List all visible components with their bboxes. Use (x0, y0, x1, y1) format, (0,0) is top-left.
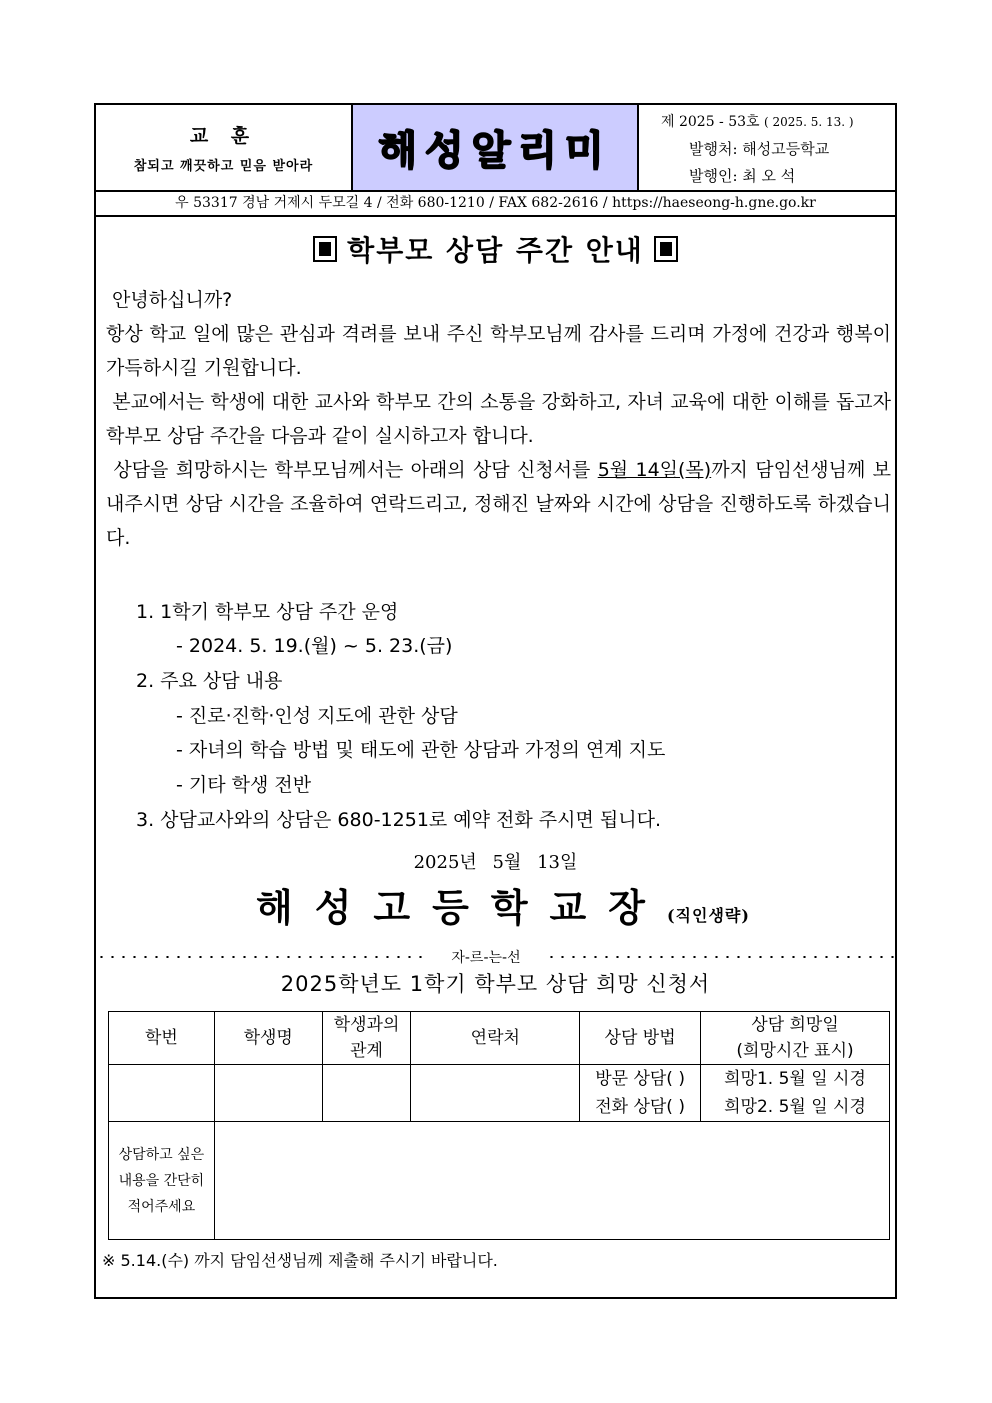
list-subitem: - 기타 학생 전반 (176, 774, 312, 796)
table-row (109, 1122, 890, 1240)
preferred-date-cell (701, 1065, 890, 1122)
list-subitem: - 진로·진학·인성 지도에 관한 상담 (176, 705, 458, 727)
greeting: 안녕하십니까? (112, 289, 233, 311)
table-header-row (109, 1012, 890, 1065)
newsletter-page (94, 103, 897, 1299)
list-subitem: - 자녀의 학습 방법 및 태도에 관한 상담과 가정의 연계 지도 (176, 739, 666, 761)
contact-field[interactable] (411, 1065, 580, 1122)
principal-signature: 해성고등학교장(직인생략) (256, 885, 750, 930)
address-bar: 우 53317 경남 거제시 두모길 4 / 전화 680-1210 / FAX 682-2616 / https://haeseong-h.gne.go.kr (96, 192, 895, 217)
relationship-field[interactable] (322, 1065, 411, 1122)
cut-line-label: 자-르-는-선 (426, 947, 546, 967)
consult-topic-label: 상담하고 싶은 내용을 간단히 적어주세요 (109, 1122, 215, 1240)
list-item-1: 1. 1학기 학부모 상담 주간 운영 (136, 601, 399, 623)
visit-consult-option[interactable]: 방문 상담( ) (595, 1069, 685, 1089)
square-bullet-icon (313, 236, 337, 262)
issue-date: ( 2025. 5. 13. ) (764, 115, 854, 129)
newsletter-title: 해성알리미 (378, 127, 612, 174)
paragraph-2: 본교에서는 학생에 대한 교사와 학부모 간의 소통을 강화하고, 자녀 교육에 대한 이해를 돕고자 학부모 상담 주간을 다음과 같이 실시하고자 합니다. (106, 391, 892, 447)
header-relationship: 학생과의 관계 (322, 1012, 411, 1065)
issue-info (639, 105, 895, 190)
list-item-3: 3. 상담교사와의 상담은 680-1251로 예약 전화 주시면 됩니다. (136, 809, 661, 831)
issue-number: 제 2025 - 53호 ( 2025. 5. 13. ) (661, 114, 854, 130)
list-item-2: 2. 주요 상담 내용 (136, 670, 283, 692)
header-method: 상담 방법 (580, 1012, 701, 1065)
paragraph-3: 상담을 희망하시는 학부모님께서는 아래의 상담 신청서를 5월 14일(목)까지 담임선생님께 보내주시면 상담 시간을 조율하여 연락드리고, 정해진 날짜와 시간에 상담을 진행하도록 하겠습니다. (106, 459, 891, 549)
motto-text: 참되고 깨끗하고 믿음 받아라 (133, 159, 314, 174)
masthead (96, 105, 895, 192)
list-subitem: - 2024. 5. 19.(월) ~ 5. 23.(금) (176, 635, 453, 657)
header-contact: 연락처 (411, 1012, 580, 1065)
seal-note: (직인생략) (666, 906, 750, 925)
student-name-field[interactable] (214, 1065, 322, 1122)
issuer: 발행인: 최 오 석 (689, 167, 796, 185)
deadline-highlight: 5월 14일(목) (597, 459, 712, 481)
student-id-field[interactable] (109, 1065, 215, 1122)
paragraph-1: 항상 학교 일에 많은 관심과 격려를 보내 주신 학부모님께 감사를 드리며 가정에 건강과 행복이 가득하시길 기원합니다. (106, 323, 891, 379)
consult-topic-field[interactable] (214, 1122, 889, 1240)
application-form-table (108, 1011, 890, 1240)
method-cell (580, 1065, 701, 1122)
motto-title: 교 훈 (189, 125, 258, 147)
cut-line (96, 950, 895, 966)
document-title: 학부모 상담 주간 안내 (96, 229, 895, 269)
preferred-date-2[interactable]: 희망2. 5월 일 시경 (724, 1097, 866, 1117)
phone-consult-option[interactable]: 전화 상담( ) (595, 1097, 685, 1117)
submission-note: ※ 5.14.(수) 까지 담임선생님께 제출해 주시기 바랍니다. (102, 1251, 498, 1270)
header-student-name: 학생명 (214, 1012, 322, 1065)
preferred-date-1[interactable]: 희망1. 5월 일 시경 (724, 1069, 866, 1089)
issue-date-line: 2025년 5월 13일 (413, 852, 578, 873)
dotted-line (96, 956, 426, 958)
school-motto (96, 105, 353, 190)
header-student-id: 학번 (109, 1012, 215, 1065)
form-title: 2025학년도 1학기 학부모 상담 희망 신청서 (280, 972, 711, 996)
table-row (109, 1065, 890, 1122)
dotted-line (546, 956, 895, 958)
header-preferred-date: 상담 희망일 (희망시간 표시) (701, 1012, 890, 1065)
square-bullet-icon (654, 236, 678, 262)
publisher: 발행처: 해성고등학교 (689, 140, 830, 158)
newsletter-title-box (353, 105, 639, 190)
